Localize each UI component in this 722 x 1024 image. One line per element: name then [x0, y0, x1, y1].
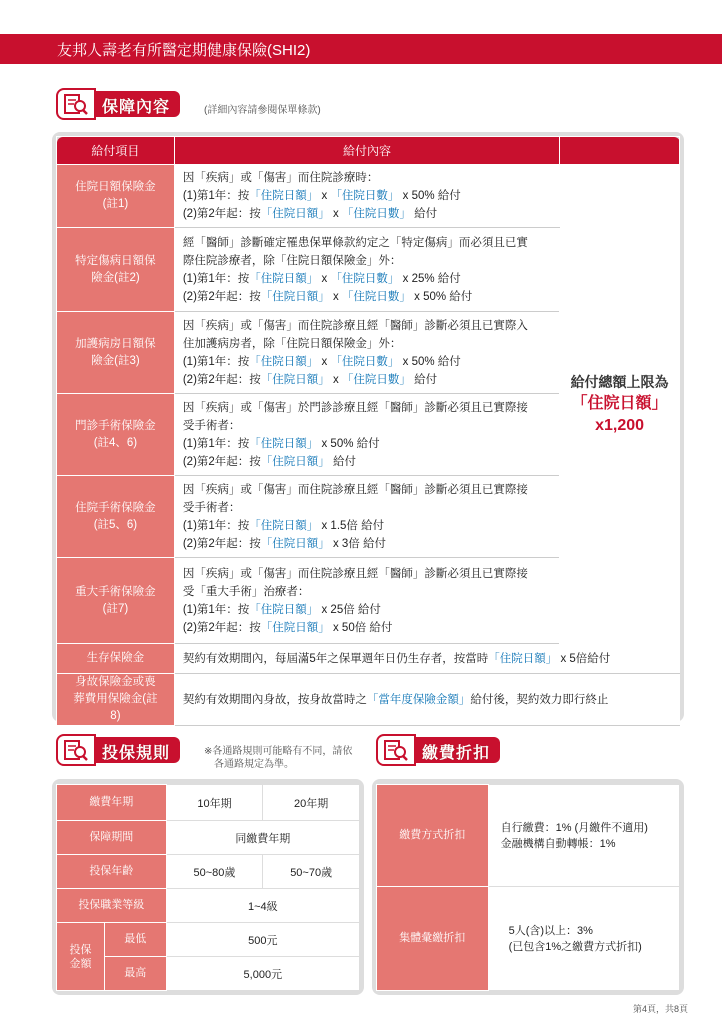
total-limit-2: 「住院日額」 — [571, 395, 668, 412]
highlight-term: 「住院日數」 — [330, 355, 400, 368]
group-line2: (已包含1%之繳費方式折扣) — [508, 940, 642, 953]
content-line — [183, 187, 551, 205]
document-search-icon — [376, 734, 416, 766]
total-limit-1: 給付總額上限為 — [570, 374, 669, 390]
content-text: (2)第2年起：按 — [182, 621, 261, 634]
content-text: x 50倍 給付 — [329, 621, 393, 634]
header-bar — [0, 34, 722, 64]
content-text: 給付 — [410, 208, 438, 220]
content-text: x — [329, 290, 342, 303]
group-value — [488, 887, 679, 991]
highlight-term: 「住院日額」 — [260, 455, 330, 468]
document-search-icon — [56, 88, 96, 120]
content-line — [183, 481, 551, 499]
content-text: (2)第2年起：按 — [182, 290, 261, 303]
highlight-term: 「住院日額」 — [249, 355, 319, 368]
content-text: 因「疾病」或「傷害」而住院診療且經「醫師」診斷必須且已實際接 — [182, 483, 528, 496]
min-label: 最低 — [104, 923, 166, 957]
death-label: 身故保險金或喪葬費用保險金(註8) — [57, 674, 175, 726]
coverage-note: (詳細內容請參閱保單條款) — [204, 105, 321, 116]
job-value: 1~4級 — [166, 889, 359, 923]
discount-table — [376, 784, 680, 991]
content-text: 因「疾病」或「傷害」於門診診療且經「醫師」診斷必須且已實際接 — [182, 401, 528, 414]
content-text: 受手術者： — [182, 419, 241, 432]
col-item-header: 給付項目 — [57, 137, 175, 165]
coverage-item-label: 門診手術保險金(註4、6) — [57, 394, 175, 476]
content-line — [183, 169, 551, 187]
content-line — [183, 205, 551, 223]
age-20: 50~70歲 — [263, 855, 360, 889]
discount-title-label: 繳費折扣 — [408, 737, 500, 763]
coverage-item-content — [174, 312, 559, 394]
highlight-term: 「住院日額」 — [260, 373, 330, 386]
content-text: x — [318, 190, 331, 202]
content-line — [183, 288, 551, 306]
content-text: 住加護病房者，除「住院日額保險金」外： — [182, 337, 402, 350]
coverage-item-label: 住院日額保險金(註1) — [57, 165, 175, 228]
death-content — [174, 674, 679, 726]
method-line2: 金融機構自動轉帳：1% — [500, 837, 616, 850]
highlight-term: 「住院日額」 — [260, 621, 330, 634]
content-text: 際住院診療者，除「住院日額保險金」外： — [182, 254, 402, 267]
content-text: 給付 — [329, 455, 356, 468]
content-line — [183, 535, 551, 553]
highlight-term: 「住院日數」 — [341, 290, 411, 303]
highlight-term: 「住院日額」 — [249, 519, 319, 532]
highlight-term: 「住院日額」 — [249, 190, 319, 202]
page-number: 第4頁，共8頁 — [632, 1004, 688, 1014]
content-text: 契約有效期間內，每屆滿5年之保單週年日仍生存者，按當時 — [182, 652, 489, 665]
coverage-section-title — [56, 88, 180, 120]
highlight-term: 「住院日數」 — [330, 272, 400, 285]
highlight-term: 「住院日數」 — [330, 190, 400, 202]
document-search-icon — [56, 734, 96, 766]
highlight-term: 「住院日額」 — [260, 290, 330, 303]
content-text: (2)第2年起：按 — [182, 537, 261, 550]
pay-years-10: 10年期 — [166, 785, 263, 821]
content-line — [183, 619, 551, 637]
content-text: (2)第2年起：按 — [182, 373, 261, 386]
content-line — [183, 353, 551, 371]
coverage-item-label: 特定傷病日額保險金(註2) — [57, 228, 175, 312]
coverage-item-label: 加護病房日額保險金(註3) — [57, 312, 175, 394]
content-text: 因「疾病」或「傷害」而住院診療且經「醫師」診斷必須且已實際接 — [182, 567, 528, 580]
content-line — [183, 252, 551, 270]
rules-note-line1: ※各通路規則可能略有不同，請依 — [204, 746, 353, 757]
rules-note-line2: 各通路規定為準。 — [214, 759, 294, 770]
content-line — [183, 453, 551, 471]
age-10: 50~80歲 — [166, 855, 263, 889]
rules-section-title — [56, 734, 180, 766]
max-label: 最高 — [104, 957, 166, 991]
coverage-item-content — [174, 476, 559, 558]
death-row — [57, 674, 680, 726]
rules-table — [56, 784, 360, 991]
content-text: x — [329, 373, 342, 386]
content-line — [183, 270, 551, 288]
total-limit-3: x1,200 — [595, 417, 645, 434]
period-value: 同繳費年期 — [166, 821, 359, 855]
content-text: x 50% 給付 — [399, 355, 461, 368]
coverage-item-label: 重大手術保險金(註7) — [57, 558, 175, 644]
max-value: 5,000元 — [166, 957, 359, 991]
content-line — [183, 583, 551, 601]
coverage-item-label: 住院手術保險金(註5、6) — [57, 476, 175, 558]
coverage-item-content — [174, 394, 559, 476]
content-text: 受「重大手術」治療者： — [182, 585, 310, 598]
highlight-term: 「住院日數」 — [341, 373, 411, 386]
group-label: 集體彙繳折扣 — [377, 887, 489, 991]
content-text: x 5倍給付 — [557, 652, 611, 665]
content-text: x 3倍 給付 — [329, 537, 387, 550]
content-line — [183, 565, 551, 583]
highlight-term: 「住院日額」 — [249, 272, 319, 285]
method-line1: 自行繳費：1% (月繳件不適用) — [500, 821, 648, 834]
survival-label: 生存保險金 — [57, 644, 175, 674]
content-line — [183, 517, 551, 535]
coverage-item-content — [174, 228, 559, 312]
content-text: (1)第1年：按 — [182, 272, 250, 285]
total-limit-cell — [560, 165, 680, 644]
survival-row — [57, 644, 680, 674]
coverage-table — [56, 136, 680, 726]
content-text: 受手術者： — [182, 501, 241, 514]
content-text: (2)第2年起：按 — [182, 455, 261, 468]
content-text: (1)第1年：按 — [182, 519, 250, 532]
content-text: x — [318, 355, 331, 368]
content-text: x 1.5倍 給付 — [318, 519, 385, 532]
method-value — [488, 785, 679, 887]
survival-content — [174, 644, 679, 674]
highlight-term: 「當年度保險金額」 — [366, 693, 471, 706]
age-label: 投保年齡 — [57, 855, 167, 889]
content-text: 給付後，契約效力即行終止 — [470, 693, 609, 706]
highlight-term: 「住院日數」 — [341, 208, 411, 220]
content-text: x — [318, 272, 331, 285]
col-total-header — [560, 137, 680, 165]
content-line — [183, 317, 551, 335]
rules-title-label: 投保規則 — [88, 737, 180, 763]
content-line — [183, 399, 551, 417]
content-text: x 50% 給付 — [399, 190, 461, 202]
content-text: 因「疾病」或「傷害」而住院診療且經「醫師」診斷必須且已實際入 — [182, 319, 528, 332]
min-value: 500元 — [166, 923, 359, 957]
content-text: (1)第1年：按 — [182, 190, 250, 202]
content-text: (2)第2年起：按 — [182, 208, 261, 220]
content-text: (1)第1年：按 — [182, 603, 250, 616]
content-text: 經「醫師」診斷確定罹患保單條款約定之「特定傷病」而必須且已實 — [182, 236, 528, 249]
content-text: x 25倍 給付 — [318, 603, 381, 616]
highlight-term: 「住院日額」 — [260, 208, 330, 220]
rules-note — [204, 745, 352, 771]
group-line1: 5人(含)以上：3% — [508, 924, 593, 937]
content-text: x — [329, 208, 342, 220]
content-text: 給付 — [410, 373, 438, 386]
content-text: 契約有效期間內身故，按身故當時之 — [182, 693, 367, 706]
content-text: 因「疾病」或「傷害」而住院診療時： — [182, 172, 379, 184]
amount-label: 投保金額 — [57, 923, 105, 991]
highlight-term: 「住院日額」 — [249, 603, 319, 616]
content-line — [183, 499, 551, 517]
content-line — [183, 601, 551, 619]
method-label: 繳費方式折扣 — [377, 785, 489, 887]
discount-section-title — [376, 734, 500, 766]
content-line — [183, 435, 551, 453]
highlight-term: 「住院日額」 — [249, 437, 319, 450]
page-title: 友邦人壽老有所醫定期健康保險(SHI2) — [57, 42, 311, 59]
content-line — [183, 417, 551, 435]
content-text: (1)第1年：按 — [182, 437, 250, 450]
content-line — [183, 371, 551, 389]
content-text: x 25% 給付 — [399, 272, 461, 285]
content-text: x 50% 給付 — [410, 290, 473, 303]
pay-years-label: 繳費年期 — [57, 785, 167, 821]
coverage-item-content — [174, 558, 559, 644]
content-text: x 50% 給付 — [318, 437, 380, 450]
content-text: (1)第1年：按 — [182, 355, 250, 368]
coverage-title-label: 保障內容 — [88, 91, 180, 117]
job-label: 投保職業等級 — [57, 889, 167, 923]
col-content-header: 給付內容 — [174, 137, 559, 165]
content-line — [183, 234, 551, 252]
highlight-term: 「住院日額」 — [260, 537, 330, 550]
pay-years-20: 20年期 — [263, 785, 360, 821]
period-label: 保障期間 — [57, 821, 167, 855]
highlight-term: 「住院日額」 — [488, 652, 558, 665]
coverage-item-content — [174, 165, 559, 228]
content-line — [183, 335, 551, 353]
coverage-row — [57, 165, 680, 228]
